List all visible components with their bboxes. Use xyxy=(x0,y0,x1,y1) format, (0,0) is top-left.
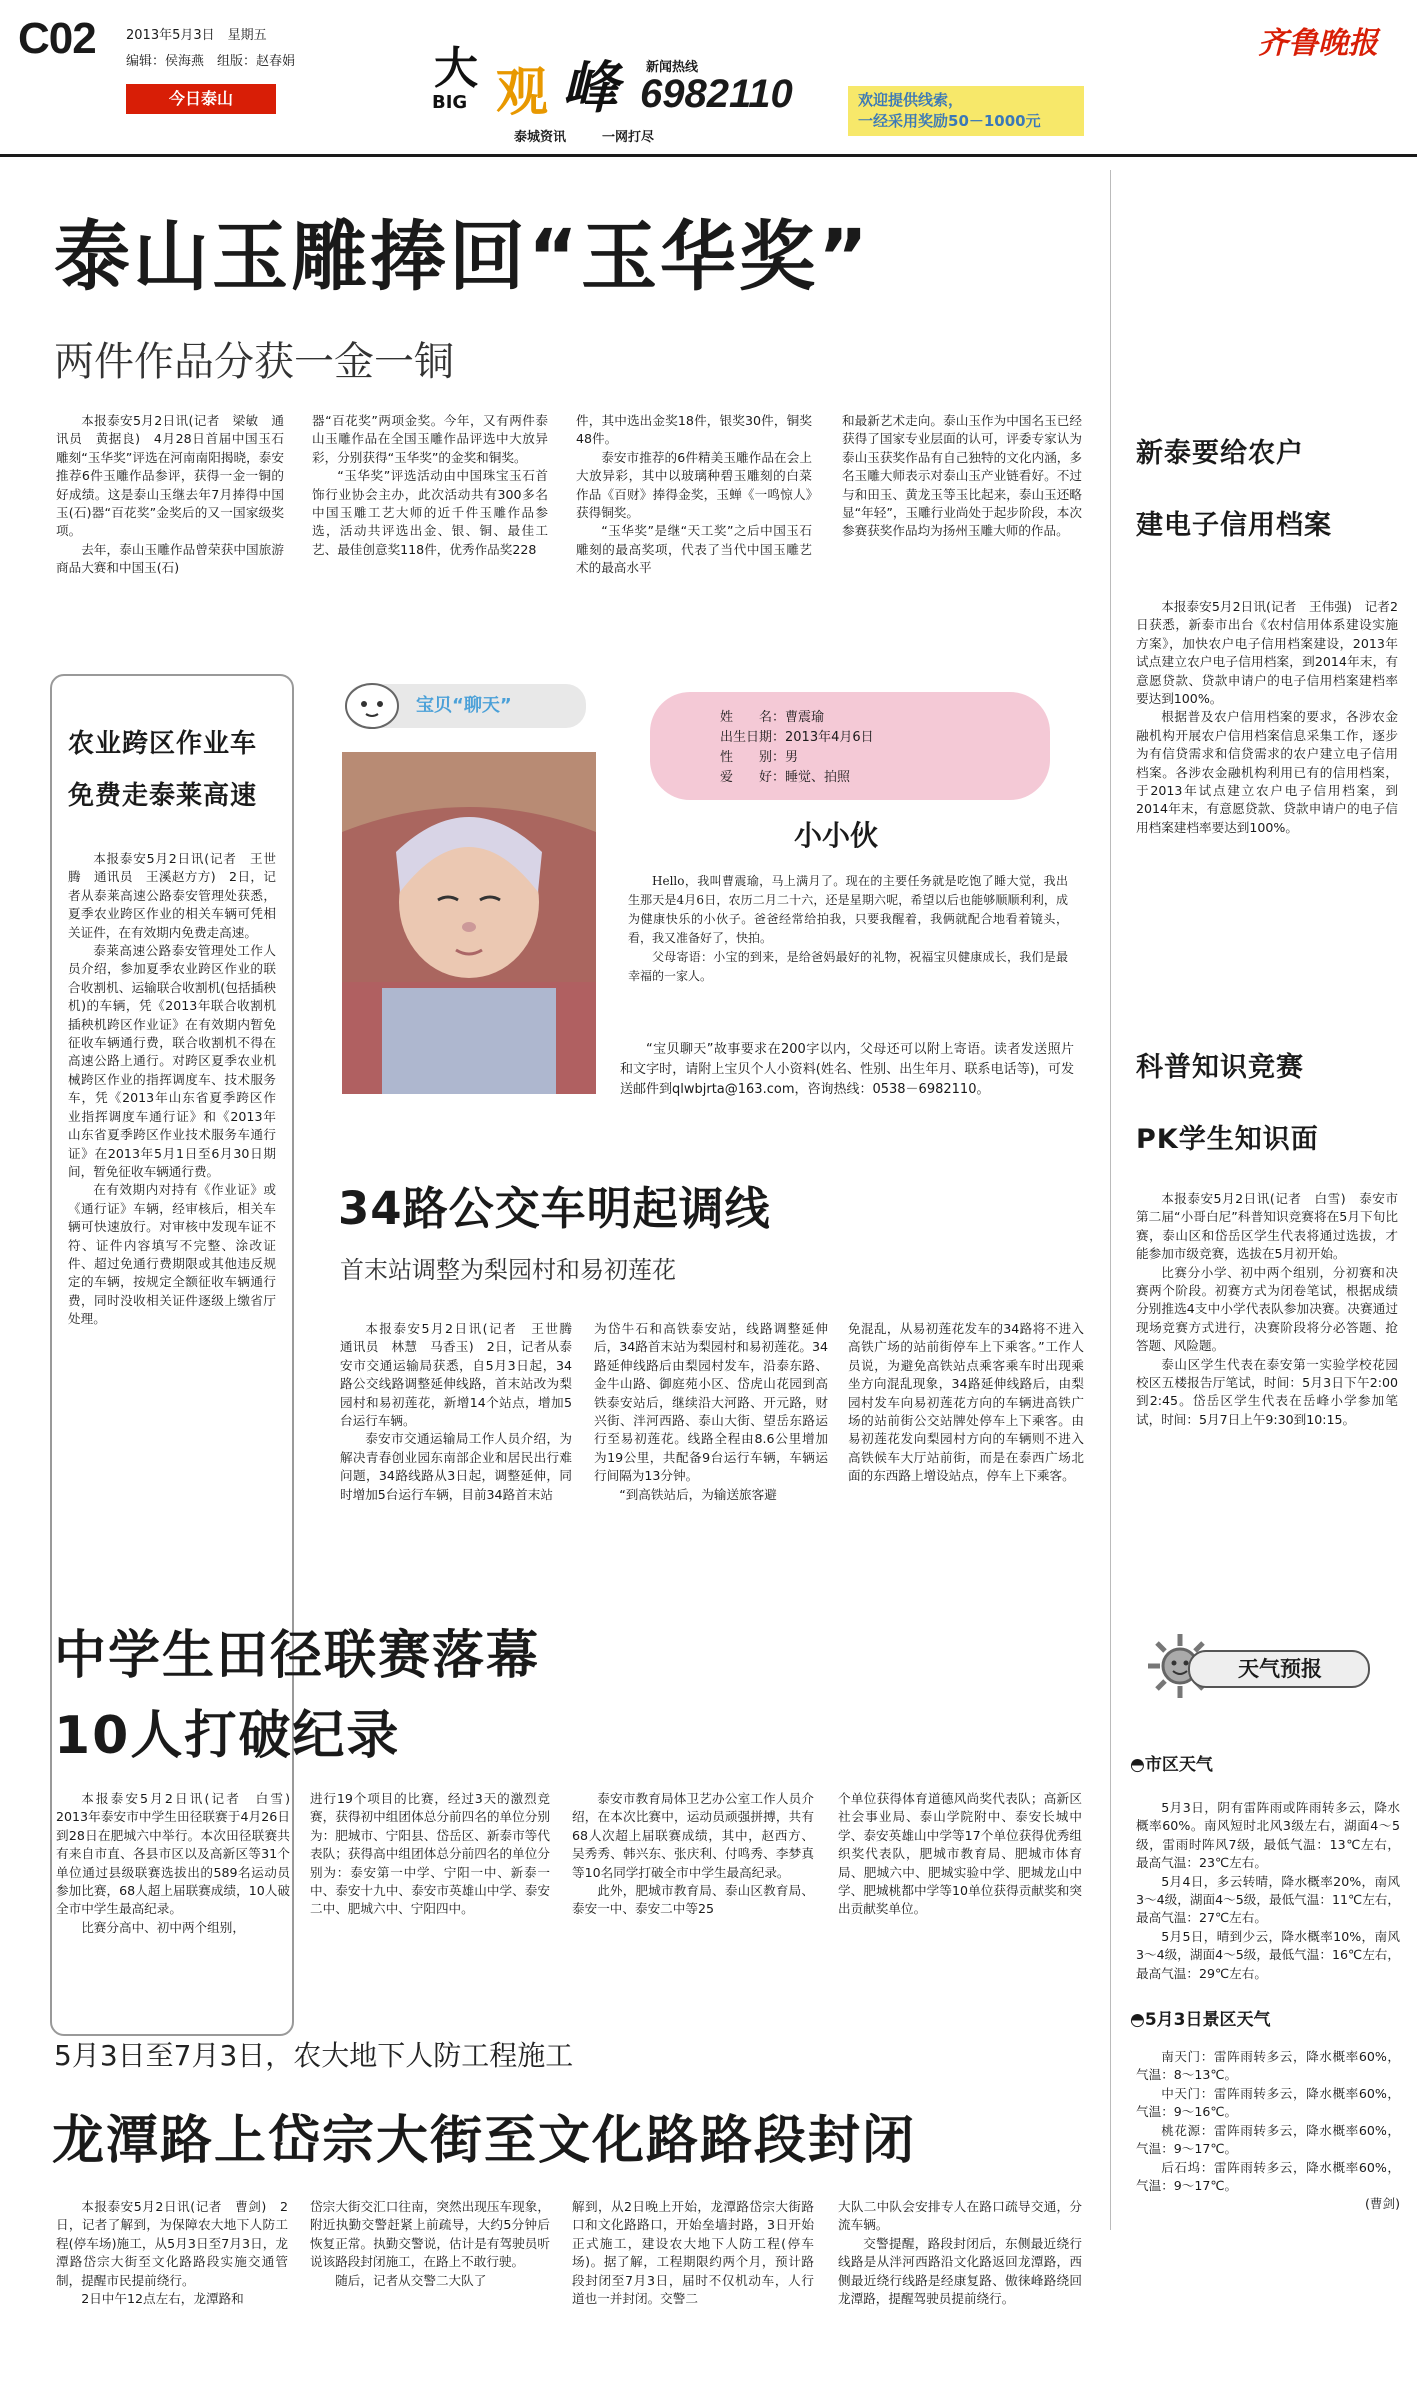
page-number: C02 xyxy=(18,14,96,63)
article-jade-col2: 器“百花奖”两项金奖。今年，又有两件泰山玉雕作品在全国玉雕作品评选中大放异彩，分别获得“玉华奖”的金奖和铜奖。 “玉华奖”评选活动由中国珠宝玉石首饰行业协会主办，此次活动共有300多名中国玉雕工艺大师的近千件玉雕作品参选，活动共评选出金、银、铜、最佳工艺、最佳创意奖118件，优秀作品奖228 xyxy=(312,413,548,557)
article-track-col4: 个单位获得体育道德风尚奖代表队；高新区社会事业局、泰山学院附中、泰安长城中学、泰安英雄山中学等17个单位获得优秀组织奖代表队，肥城市教育局、肥城市体育局、肥城六中、肥城实验中学、肥城龙山中学、肥城桃都中学等10单位获得贡献奖和突出贡献奖单位。 xyxy=(838,1791,1082,1917)
hotline-number: 6982110 xyxy=(640,72,793,116)
headline-jade: 泰山玉雕捧回“玉华奖” xyxy=(54,212,871,301)
tip-box: 欢迎提供线索， 一经采用奖励50－1000元 xyxy=(848,86,1084,136)
article-jade-col4: 和最新艺术走向。泰山玉作为中国名玉已经获得了国家专业层面的认可，评委专家认为泰山玉获奖作品有自己独特的文化内涵，多名玉雕大师表示对泰山玉产业链看好。不过与和田玉、黄龙玉等玉比起来，泰山玉还略显“年轻”，玉雕行业尚处于起步阶段，本次参赛获奖作品均为扬州玉雕大师的作品。 xyxy=(842,413,1082,539)
subhead-bus: 首末站调整为梨园村和易初莲花 xyxy=(340,1256,676,1284)
article-track-col3: 泰安市教育局体卫艺办公室工作人员介绍，在本次比赛中，运动员顽强拼搏，共有68人次超上届联赛成绩，其中，赵西方、吴秀秀、韩兴东、张庆利、付鸣秀、李梦真等10名同学打破全市中学生最高纪录。 此外，肥城市教育局、泰山区教育局、泰安一中、泰安二中等25 xyxy=(572,1791,814,1917)
baby-photo xyxy=(342,752,596,1094)
article-road-col4: 大队二中队会安排专人在路口疏导交通，分流车辆。 交警提醒，路段封闭后，东侧最近绕行线路是从泮河西路沿文化路返回龙潭路，西侧最近绕行线路是经康复路、傲徕峰路绕回龙潭路，提醒驾驶员提前绕行。 xyxy=(838,2199,1082,2307)
weather-banner: 天气预报 xyxy=(1146,1632,1372,1700)
city-weather-icon: ◓ xyxy=(1130,1755,1145,1775)
baby-nickname: 小小伙 xyxy=(794,819,879,852)
editor-credits: 编辑：侯海燕 组版：赵春娟 xyxy=(126,54,296,69)
sidebar-story-credit: 新泰要给农户 建电子信用档案 本报泰安5月2日讯(记者 王伟强) 记者2日获悉，新泰市出台《农村信用体系建设实施方案》，加快农户电子信用档案建设，2013年试点建立农户电子信用档案，到2014年末，有意愿贷款、贷款申请户的电子信用档案建档率要达到100%。 根据普及农户信用档案的要求，各涉农金融机构开展农户信用档案信息采集工作，逐步为有信贷需求和信贷需求的农户建立电子信用档案。各涉农金融机构利用已有的信用档案，于2013年试点建立农户电子信用档案，到2014年末，有意愿贷款、贷款申请户的电子信用档案建档率要达到100%。 xyxy=(1136,418,1398,837)
paper-name-logo: 齐鲁晚报 xyxy=(1258,26,1378,61)
city-weather: ◓市区天气 5月3日，阴有雷阵雨或阵雨转多云，降水概率60%。南风短时北风3级左右，湖面4～5级，雷雨时阵风7级，最低气温：13℃左右，最高气温：23℃左右。 5月4日，多云转晴，降水概率20%，南风3～4级，湖面4～5级，最低气温：11℃左右，最高气温：27℃左右。 5月5日，晴到少云，降水概率10%，南风3～4级，湖面4～5级，最低气温：16℃左右，最高气温：29℃左右。 ◓5月3日景区天气 南天门：雷阵雨转多云，降水概率60%，气温：8～13℃。 中天门：雷阵雨转多云，降水概率60%，气温：9～16℃。 桃花源：雷阵雨转多云，降水概率60%，气温：9～17℃。 后石坞：雷阵雨转多云，降水概率60%，气温：9～17℃。 (曹剑) xyxy=(1130,1755,1400,2212)
headline-road: 龙潭路上岱宗大街至文化路路段封闭 xyxy=(52,2111,917,2171)
subhead-jade: 两件作品分获一金一铜 xyxy=(54,339,454,385)
article-bus-col3: 免混乱，从易初莲花发车的34路将不进入高铁广场的站前街停车上下乘客。”工作人员说，为避免高铁站点乘客乘车时出现乘坐方向混乱现象，34路延伸线路后，由梨园村发车向易初莲花方向的车辆进高铁广场的站前街公交站牌处停车上下乘客。由易初莲花发向梨园村方向的车辆则不进入高铁候车大厅站前街，而是在泰西广场北面的东西路上增设站点，停车上下乘客。 xyxy=(848,1321,1084,1484)
section-tab: 今日泰山 xyxy=(126,84,276,114)
sidebar-story-science: 科普知识竞赛 PK学生知识面 本报泰安5月2日讯(记者 白雪) 泰安市第二届“小哥白尼”科普知识竞赛将在5月下旬比赛，泰山区和岱岳区学生代表将通过选拔，才能参加市级竞赛，选拔在5月初开始。 比赛分小学、初中两个组别，分初赛和决赛两个阶段。初赛方式为闭卷笔试，根据成绩分别推选4支中小学代表队参加决赛。决赛通过现场竞赛方式进行，决赛阶段将分必答题、抢答题、风险题。 泰山区学生代表在泰安第一实验学校花园校区五楼报告厅笔试，时间：5月3日下午2:00到2:45。岱岳区学生代表在岳峰小学参加笔试，时间：5月7日上午9:30到10:15。 xyxy=(1136,1032,1398,1429)
baby-section xyxy=(334,676,1094,1156)
scenic-weather-icon: ◓ xyxy=(1130,2010,1145,2031)
headline-science-contest: 科普知识竞赛 PK学生知识面 xyxy=(1136,1052,1319,1155)
article-track-col2: 进行19个项目的比赛，经过3天的激烈竞赛，获得初中组团体总分前四名的单位分别为：肥城市、宁阳县、岱岳区、新泰市等代表队；获得高中组团体总分前四名的单位分别为：泰安第一中学、宁阳一中、新泰一中、泰安十九中、泰安市英雄山中学、泰安二中、肥城六中、宁阳四中。 xyxy=(310,1791,550,1917)
brand-logo: 大 BIG 观 峰 新闻热线 6982110 泰城资讯 一网打尽 xyxy=(432,43,793,145)
article-jade-col3: 件，其中选出金奖18件，银奖30件，铜奖48件。 泰安市推荐的6件精美玉雕作品在会上大放异彩，其中以玻璃种碧玉雕刻的白菜作品《百财》捧得金奖，玉蝉《一鸣惊人》获得铜奖。 “玉华奖”是继“天工奖”之后中国玉石雕刻的最高奖项，代表了当代中国玉雕艺术的最高水平 xyxy=(576,413,812,576)
baby-mascot-icon xyxy=(340,676,404,732)
article-road-col1: 本报泰安5月2日讯(记者 曹剑) 2日，记者了解到，为保障农大地下人防工程(停车场)施工，从5月3日至7月3日，龙潭路岱宗大街至文化路路段实施交通管制，提醒市民提前绕行。 2日中午12点左右，龙潭路和 xyxy=(56,2199,288,2307)
baby-banner: 宝贝“聊天” xyxy=(346,684,586,728)
article-road-col3: 解到，从2日晚上开始，龙潭路岱宗大街路口和文化路路口，开始垒墙封路，3日开始正式施工，建设农大地下人防工程(停车场)。据了解，工程期限约两个月，预计路段封闭至7月3日，届时不仅机动车，人行道也一并封闭。交警二 xyxy=(572,2199,814,2307)
kicker-road: 5月3日至7月3日，农大地下人防工程施工 xyxy=(54,2039,574,2072)
article-track-col1: 本报泰安5月2日讯(记者 白雪) 2013年泰安市中学生田径联赛于4月26日到28日在肥城六中举行。本次田径联赛共有来自市直、各县市区以及高新区等31个单位通过县级联赛选拔出的589名运动员参加比赛，68人超上届联赛成绩，10人破全市中学生最高纪录。 比赛分高中、初中两个组别， xyxy=(56,1791,303,1935)
baby-story: Hello，我叫曹震瑜，马上满月了。现在的主要任务就是吃饱了睡大觉，我出生那天是4月6日，农历二月二十六，还是星期六呢，希望以后也能够顺顺利利，成为健康快乐的小伙子。爸爸经常给拍我，只要我醒着，我俩就配合地看着镜头，看，我又准备好了，快拍。 父母寄语：小宝的到来，是给爸妈最好的礼物，祝福宝贝健康成长，我们是最幸福的一家人。 xyxy=(628,874,1068,983)
article-bus-col1: 本报泰安5月2日讯(记者 王世腾 通讯员 林慧 马香玉) 2日，记者从泰安市交通运输局获悉，自5月3日起，34路公交线路调整延伸线路，首末站改为梨园村和易初莲花，新增14个站点，增加5台运行车辆。 泰安市交通运输局工作人员介绍，为解决青春创业园东南部企业和居民出行难问题，34路线路从3日起，调整延伸，同时增加5台运行车辆，目前34路首末站 xyxy=(340,1321,585,1502)
baby-info-card: 姓 名：曹震瑜 出生日期：2013年4月6日 性 别：男 爱 好：睡觉、拍照 xyxy=(650,692,1050,800)
headline-credit-archive: 新泰要给农户 建电子信用档案 xyxy=(1136,438,1332,541)
issue-date: 2013年5月3日 星期五 xyxy=(126,28,267,43)
article-road-col2: 岱宗大街交汇口往南，突然出现压车现象，附近执勤交警赶紧上前疏导，大约5分钟后恢复正常。执勤交警说，估计是有驾驶员听说该路段封闭施工，在路上不敢行驶。 随后，记者从交警二大队了 xyxy=(310,2199,550,2288)
baby-notice: “宝贝聊天”故事要求在200字以内，父母还可以附上寄语。读者发送照片和文字时，请附上宝贝个人小资料(姓名、性别、出生年月、联系电话等)，可发送邮件到qlwbjrta@163.com，咨询热线：0538－6982110。 xyxy=(620,1042,1074,1097)
article-bus-col2: 为岱牛石和高铁泰安站，线路调整延伸后，34路首末站为梨园村和易初莲花。34路延伸线路后由梨园村发车，沿泰东路、金牛山路、御庭苑小区、岱虎山花园到高铁泰安站后，继续沿大河路、开元路，财兴街、泮河西路、泰山大街、望岳东路运行至易初莲花。线路全程由8.6公里增加为19公里，共配备9台运行车辆，车辆运行间隔为13分钟。 “到高铁站后，为输送旅客避 xyxy=(594,1321,828,1502)
article-jade-col1: 本报泰安5月2日讯(记者 梁敏 通讯员 黄据良) 4月28日首届中国玉石雕刻“玉华奖”评选在河南南阳揭晓，泰安推荐6件玉雕作品参评，获得一金一铜的好成绩。这是泰山玉继去年7月捧得中国玉(石)器“百花奖”金奖后的又一国家级奖项。 去年，泰山玉雕作品曾荣获中国旅游商品大赛和中国玉(石) xyxy=(56,413,284,576)
headline-bus: 34路公交车明起调线 xyxy=(338,1182,771,1235)
headline-harvest-toll: 农业跨区作业车 免费走泰莱高速 xyxy=(68,729,258,811)
sidebar-box-harvest: 农业跨区作业车 免费走泰莱高速 本报泰安5月2日讯(记者 王世腾 通讯员 王溪赵方方) 2日，记者从泰莱高速公路泰安管理处获悉，夏季农业跨区作业的相关车辆可凭相关证件，在有效期内免费走高速。 泰莱高速公路泰安管理处工作人员介绍，参加夏季农业跨区作业的联合收割机、运输联合收割机(包括插秧机)的车辆，凭《2013年联合收割机插秧机跨区作业证》在有效期内暂免征收车辆通行费，联合收割机不得在高速公路上通行。对跨区夏季农业机械跨区作业的指挥调度车、技术服务车，凭《2013年山东省夏季跨区作业指挥调度车通行证》和《2013年山东省夏季跨区作业技术服务车通行证》在2013年5月1日至6月30日期间，暂免征收车辆通行费。 在有效期内对持有《作业证》或《通行证》车辆，经审核后，相关车辆可快速放行。对审核中发现车证不符、证件内容填写不完整、涂改证件、超过免通行费期限或其他违反规定的车辆，按规定全额征收车辆通行费，同时没收相关证件逐级上缴省厅处理。 xyxy=(50,674,294,2036)
headline-track: 中学生田径联赛落幕 10人打破纪录 xyxy=(54,1626,541,1766)
